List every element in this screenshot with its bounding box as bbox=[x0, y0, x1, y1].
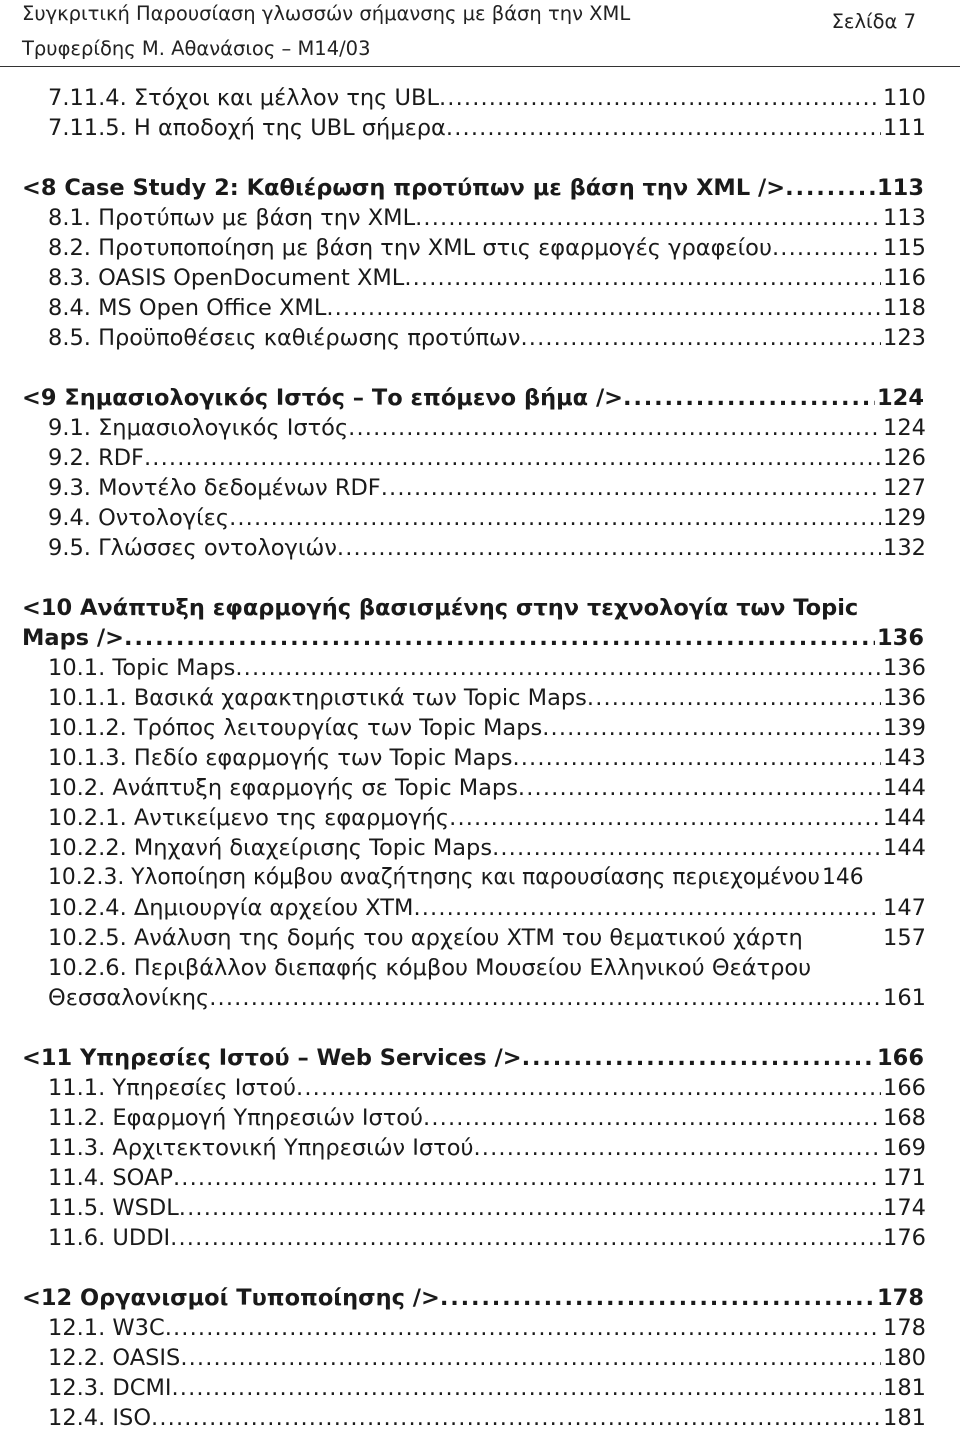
toc-entry[interactable] bbox=[0, 803, 926, 833]
dot-leader bbox=[209, 983, 881, 1013]
dot-leader bbox=[587, 683, 881, 713]
toc-entry-page: 124 bbox=[883, 415, 926, 441]
toc-chapter[interactable] bbox=[0, 1043, 924, 1073]
toc-entry-label: 8.5. Προϋποθέσεις καθιέρωσης προτύπων bbox=[48, 325, 521, 351]
toc-entry-label: 9.5. Γλώσσες οντολογιών bbox=[48, 535, 337, 561]
toc-entry[interactable] bbox=[0, 1403, 926, 1433]
dot-leader bbox=[522, 1043, 875, 1073]
toc-entry-page: 116 bbox=[883, 265, 926, 291]
toc-entry-label: 9.1. Σημασιολογικός Ιστός bbox=[48, 415, 349, 441]
toc-entry-page: 180 bbox=[883, 1345, 926, 1371]
dot-leader bbox=[151, 1403, 881, 1433]
toc-entry-page: 147 bbox=[883, 895, 926, 921]
toc-entry[interactable] bbox=[0, 533, 926, 563]
toc-entry[interactable] bbox=[0, 443, 926, 473]
dot-leader bbox=[180, 1343, 881, 1373]
toc-entry-label: 7.11.4. Στόχοι και μέλλον της UBL bbox=[48, 85, 439, 111]
dot-leader bbox=[170, 1223, 881, 1253]
toc-entry-page: 181 bbox=[883, 1405, 926, 1431]
dot-leader bbox=[772, 233, 881, 263]
dot-leader bbox=[348, 413, 881, 443]
toc-chapter-label: <8 Case Study 2: Καθιέρωση προτύπων με βάση την XML /> bbox=[22, 175, 786, 201]
table-of-contents bbox=[0, 68, 960, 1433]
toc-entry[interactable] bbox=[0, 1073, 926, 1103]
toc-entry-label: 9.2. RDF bbox=[48, 445, 144, 471]
toc-chapter[interactable] bbox=[0, 383, 924, 413]
toc-entry[interactable] bbox=[0, 893, 926, 923]
toc-entry[interactable] bbox=[0, 1343, 926, 1373]
dot-leader bbox=[413, 893, 881, 923]
toc-entry-page: 178 bbox=[883, 1315, 926, 1341]
toc-entry[interactable] bbox=[0, 1103, 926, 1133]
dot-leader bbox=[337, 533, 881, 563]
toc-entry-label: 10.2.3. Υλοποίηση κόμβου αναζήτησης και παρουσίασης περιεχομένου bbox=[48, 865, 820, 890]
toc-entry-line[interactable]: 10.2.6. Περιβάλλον διεπαφής κόμβου Μουσείου Ελληνικού Θεάτρου bbox=[48, 955, 812, 981]
toc-entry-label: Θεσσαλονίκης bbox=[48, 985, 210, 1011]
toc-entry[interactable] bbox=[0, 683, 926, 713]
toc-entry-label: 10.2.4. Δημιουργία αρχείου XTM bbox=[48, 895, 414, 921]
toc-entry-label: 8.1. Προτύπων με βάση την XML bbox=[48, 205, 416, 231]
toc-entry[interactable] bbox=[0, 503, 926, 533]
dot-leader bbox=[439, 83, 881, 113]
toc-entry-label: 11.3. Αρχιτεκτονική Υπηρεσιών Ιστού bbox=[48, 1135, 474, 1161]
toc-chapter-label: <11 Υπηρεσίες Ιστού – Web Services /> bbox=[22, 1045, 522, 1071]
toc-chapter-line[interactable]: <10 Ανάπτυξη εφαρμογής βασισμένης στην τεχνολογία των Topic bbox=[22, 595, 859, 621]
toc-entry-page: 143 bbox=[883, 745, 926, 771]
toc-entry-label: 10.1.2. Τρόπος λειτουργίας των Topic Maps bbox=[48, 715, 543, 741]
toc-entry-page: 168 bbox=[883, 1105, 926, 1131]
toc-entry[interactable] bbox=[0, 713, 926, 743]
dot-leader bbox=[173, 1163, 881, 1193]
dot-leader bbox=[381, 473, 881, 503]
dot-leader bbox=[623, 383, 875, 413]
toc-entry-page: 144 bbox=[883, 805, 926, 831]
toc-entry-page: 111 bbox=[883, 115, 926, 141]
dot-leader bbox=[518, 773, 881, 803]
toc-entry[interactable] bbox=[0, 773, 926, 803]
dot-leader bbox=[473, 1133, 881, 1163]
toc-entry-page: 139 bbox=[883, 715, 926, 741]
toc-entry[interactable] bbox=[0, 1193, 926, 1223]
dot-leader bbox=[492, 833, 881, 863]
toc-entry-label: 11.6. UDDI bbox=[48, 1225, 171, 1251]
toc-entry[interactable] bbox=[0, 1313, 926, 1343]
toc-entry-page: 118 bbox=[883, 295, 926, 321]
toc-chapter-page: 166 bbox=[877, 1045, 924, 1071]
page-number: Σελίδα 7 bbox=[831, 10, 916, 33]
toc-chapter-page: 124 bbox=[877, 385, 924, 411]
toc-entry-page: 113 bbox=[883, 205, 926, 231]
toc-chapter-page: 113 bbox=[877, 175, 924, 201]
toc-entry-page: 129 bbox=[883, 505, 926, 531]
toc-entry[interactable] bbox=[0, 413, 926, 443]
toc-chapter[interactable] bbox=[0, 623, 924, 653]
toc-entry-label: 7.11.5. Η αποδοχή της UBL σήμερα bbox=[48, 115, 446, 141]
dot-leader bbox=[423, 1103, 881, 1133]
toc-chapter-label: <9 Σημασιολογικός Ιστός – Το επόμενο βήμα /> bbox=[22, 385, 624, 411]
toc-entry-page: 132 bbox=[883, 535, 926, 561]
toc-entry-page: 144 bbox=[883, 775, 926, 801]
dot-leader bbox=[520, 323, 881, 353]
toc-entry-page: 166 bbox=[883, 1075, 926, 1101]
toc-chapter[interactable] bbox=[0, 173, 924, 203]
toc-entry-label: 12.1. W3C bbox=[48, 1315, 165, 1341]
toc-entry-label: 8.3. OASIS OpenDocument XML bbox=[48, 265, 405, 291]
dot-leader bbox=[449, 803, 881, 833]
toc-entry-label: 11.5. WSDL bbox=[48, 1195, 179, 1221]
toc-entry-label: 12.3. DCMI bbox=[48, 1375, 172, 1401]
dot-leader bbox=[415, 203, 881, 233]
dot-leader bbox=[144, 443, 881, 473]
toc-entry[interactable] bbox=[0, 923, 926, 953]
toc-entry-label: 11.2. Εφαρμογή Υπηρεσιών Ιστού bbox=[48, 1105, 424, 1131]
toc-entry[interactable] bbox=[0, 1373, 926, 1403]
dot-leader bbox=[124, 623, 875, 653]
toc-entry[interactable] bbox=[0, 203, 926, 233]
dot-leader bbox=[542, 713, 881, 743]
toc-entry-label: 8.4. MS Open Office XML bbox=[48, 295, 327, 321]
toc-entry-label: 11.1. Υπηρεσίες Ιστού bbox=[48, 1075, 297, 1101]
toc-entry-label: 12.2. OASIS bbox=[48, 1345, 181, 1371]
toc-entry-page: 157 bbox=[883, 925, 926, 951]
dot-leader bbox=[785, 173, 875, 203]
toc-entry-page: 176 bbox=[883, 1225, 926, 1251]
dot-leader bbox=[446, 113, 881, 143]
toc-chapter-page: 136 bbox=[877, 625, 924, 651]
toc-entry-page: 127 bbox=[883, 475, 926, 501]
dot-leader bbox=[404, 263, 881, 293]
toc-chapter-page: 178 bbox=[877, 1285, 924, 1311]
dot-leader bbox=[512, 743, 881, 773]
dot-leader bbox=[440, 1283, 875, 1313]
toc-entry-page: 174 bbox=[883, 1195, 926, 1221]
toc-entry[interactable] bbox=[0, 323, 926, 353]
toc-entry-page: 171 bbox=[883, 1165, 926, 1191]
toc-entry-page: 110 bbox=[883, 85, 926, 111]
toc-entry[interactable] bbox=[0, 473, 926, 503]
dot-leader bbox=[326, 293, 881, 323]
toc-entry-label: 8.2. Προτυποποίηση με βάση την XML στις εφαρμογές γραφείου bbox=[48, 235, 772, 261]
toc-entry-page: 136 bbox=[883, 655, 926, 681]
toc-entry-label: 9.3. Μοντέλο δεδομένων RDF bbox=[48, 475, 381, 501]
toc-entry[interactable] bbox=[0, 1133, 926, 1163]
document-author: Τρυφερίδης Μ. Αθανάσιος – Μ14/03 bbox=[22, 37, 371, 60]
toc-entry-page: 181 bbox=[883, 1375, 926, 1401]
toc-entry-page: 136 bbox=[883, 685, 926, 711]
toc-entry[interactable] bbox=[0, 653, 926, 683]
toc-entry-label: 10.1.3. Πεδίο εφαρμογής των Topic Maps bbox=[48, 745, 513, 771]
toc-entry-page: 115 bbox=[883, 235, 926, 261]
toc-entry[interactable] bbox=[0, 113, 926, 143]
toc-entry-page: 126 bbox=[883, 445, 926, 471]
toc-entry-label: 11.4. SOAP bbox=[48, 1165, 173, 1191]
toc-entry-label: 10.2. Ανάπτυξη εφαρμογής σε Topic Maps bbox=[48, 775, 518, 801]
toc-entry-page: 161 bbox=[883, 985, 926, 1011]
toc-chapter-label: <12 Οργανισμοί Τυποποίησης /> bbox=[22, 1285, 440, 1311]
toc-entry[interactable] bbox=[0, 233, 926, 263]
toc-entry[interactable] bbox=[0, 1223, 926, 1253]
toc-entry[interactable] bbox=[0, 863, 926, 893]
toc-entry[interactable] bbox=[0, 1163, 926, 1193]
toc-entry-label: 10.2.5. Ανάλυση της δομής του αρχείου XTM του θεματικού χάρτη bbox=[48, 925, 803, 951]
toc-entry[interactable] bbox=[0, 743, 926, 773]
toc-entry-label: 10.2.2. Μηχανή διαχείρισης Topic Maps bbox=[48, 835, 493, 861]
toc-entry-page: 146 bbox=[821, 865, 864, 890]
toc-entry-page: 123 bbox=[883, 325, 926, 351]
toc-entry[interactable] bbox=[0, 833, 926, 863]
toc-entry-label: 10.1. Topic Maps bbox=[48, 655, 236, 681]
dot-leader bbox=[165, 1313, 881, 1343]
toc-entry-label: 12.4. ISO bbox=[48, 1405, 152, 1431]
toc-entry-label: 10.1.1. Βασικά χαρακτηριστικά των Topic Maps bbox=[48, 685, 587, 711]
toc-entry-label: 9.4. Οντολογίες bbox=[48, 505, 230, 531]
toc-entry[interactable] bbox=[0, 83, 926, 113]
toc-chapter[interactable] bbox=[0, 1283, 924, 1313]
dot-leader bbox=[179, 1193, 881, 1223]
toc-chapter-label: Maps /> bbox=[22, 625, 124, 651]
page-header bbox=[0, 0, 960, 67]
dot-leader bbox=[229, 503, 881, 533]
toc-entry[interactable] bbox=[0, 293, 926, 323]
toc-entry-label: 10.2.1. Αντικείμενο της εφαρμογής bbox=[48, 805, 450, 831]
dot-leader bbox=[296, 1073, 881, 1103]
dot-leader bbox=[235, 653, 881, 683]
toc-entry[interactable] bbox=[0, 263, 926, 293]
document-title: Συγκριτική Παρουσίαση γλωσσών σήμανσης με βάση την XML bbox=[22, 2, 631, 25]
dot-leader bbox=[172, 1373, 882, 1403]
toc-entry-page: 144 bbox=[883, 835, 926, 861]
toc-entry-page: 169 bbox=[883, 1135, 926, 1161]
toc-entry[interactable] bbox=[0, 983, 926, 1013]
